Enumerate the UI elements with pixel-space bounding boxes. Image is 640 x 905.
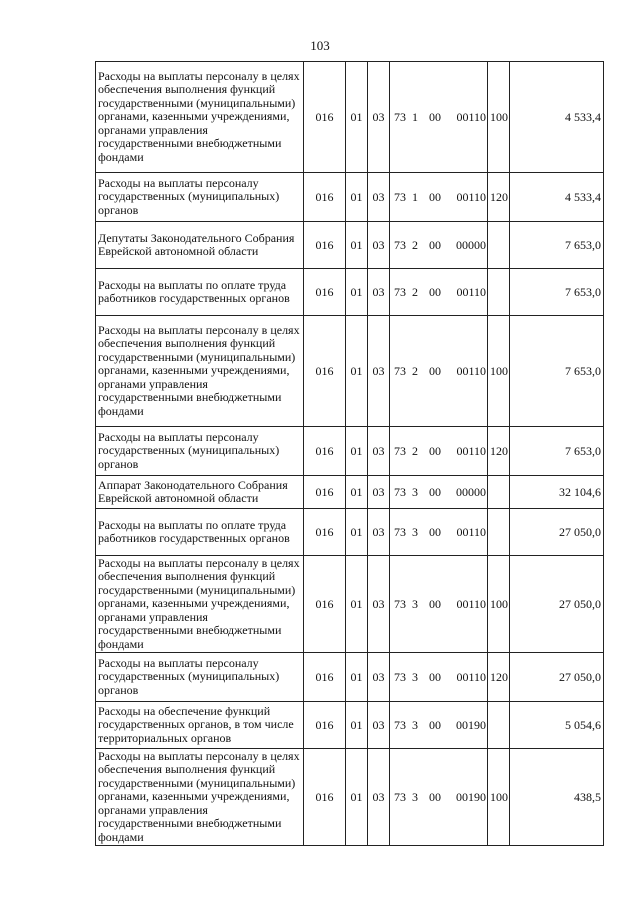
amount: 4 533,4 — [510, 173, 604, 222]
expense-name: Расходы на выплаты по оплате труда работников государственных органов — [96, 509, 304, 556]
table-row — [96, 476, 604, 509]
amount: 7 653,0 — [510, 427, 604, 476]
expense-name: Расходы на выплаты персоналу в целях обеспечения выполнения функций государственными (муниципальными) органами, казенными учреждениями, органами управления государственными внебюджетными фондами — [96, 556, 304, 653]
subprogram-code: 3 — [412, 789, 418, 804]
section-code: 01 — [346, 653, 368, 702]
ministry-code: 016 — [304, 62, 346, 173]
expense-type-code — [488, 476, 510, 509]
target-article-code — [390, 476, 488, 509]
expense-type-code: 100 — [488, 316, 510, 427]
section-code: 01 — [346, 509, 368, 556]
table-row — [96, 427, 604, 476]
subprogram-code: 2 — [412, 237, 418, 252]
program-code: 73 — [394, 789, 406, 804]
table-row — [96, 749, 604, 846]
subsection-code: 03 — [368, 222, 390, 269]
expense-type-code: 120 — [488, 653, 510, 702]
program-code: 73 — [394, 596, 406, 611]
target-article-code — [390, 749, 488, 846]
ministry-code: 016 — [304, 173, 346, 222]
subsection-code: 03 — [368, 173, 390, 222]
subsection-code: 03 — [368, 269, 390, 316]
subprogram-code: 3 — [412, 717, 418, 732]
expense-type-code: 100 — [488, 749, 510, 846]
ministry-code: 016 — [304, 702, 346, 749]
target-article-code — [390, 62, 488, 173]
subsection-code: 03 — [368, 509, 390, 556]
program-code: 73 — [394, 237, 406, 252]
amount: 27 050,0 — [510, 653, 604, 702]
expense-type-code: 120 — [488, 427, 510, 476]
direction-code: 00110 — [456, 443, 486, 458]
program-code: 73 — [394, 284, 406, 299]
subprogram-code: 3 — [412, 596, 418, 611]
measure-code: 00 — [429, 443, 441, 458]
section-code: 01 — [346, 316, 368, 427]
measure-code: 00 — [429, 363, 441, 378]
ministry-code: 016 — [304, 269, 346, 316]
subprogram-code: 1 — [412, 189, 418, 204]
subprogram-code: 3 — [412, 524, 418, 539]
target-article-code — [390, 269, 488, 316]
table-row — [96, 62, 604, 173]
expense-name: Расходы на выплаты персоналу в целях обеспечения выполнения функций государственными (муниципальными) органами, казенными учреждениями, органами управления государственными внебюджетными фондами — [96, 749, 304, 846]
measure-code: 00 — [429, 284, 441, 299]
ministry-code: 016 — [304, 476, 346, 509]
table-row — [96, 702, 604, 749]
amount: 7 653,0 — [510, 269, 604, 316]
measure-code: 00 — [429, 189, 441, 204]
program-code: 73 — [394, 717, 406, 732]
section-code: 01 — [346, 749, 368, 846]
direction-code: 00190 — [456, 717, 486, 732]
section-code: 01 — [346, 269, 368, 316]
expense-name: Расходы на выплаты персоналу государственных (муниципальных) органов — [96, 653, 304, 702]
expense-type-code: 100 — [488, 556, 510, 653]
expense-type-code — [488, 702, 510, 749]
subsection-code: 03 — [368, 476, 390, 509]
direction-code: 00000 — [456, 484, 486, 499]
measure-code: 00 — [429, 717, 441, 732]
subsection-code: 03 — [368, 556, 390, 653]
ministry-code: 016 — [304, 653, 346, 702]
section-code: 01 — [346, 556, 368, 653]
direction-code: 00000 — [456, 237, 486, 252]
subprogram-code: 2 — [412, 363, 418, 378]
measure-code: 00 — [429, 596, 441, 611]
expense-type-code — [488, 509, 510, 556]
subprogram-code: 1 — [412, 109, 418, 124]
target-article-code — [390, 316, 488, 427]
target-article-code — [390, 222, 488, 269]
expense-type-code: 100 — [488, 62, 510, 173]
subsection-code: 03 — [368, 427, 390, 476]
page-number: 103 — [310, 38, 330, 53]
amount: 4 533,4 — [510, 62, 604, 173]
measure-code: 00 — [429, 484, 441, 499]
ministry-code: 016 — [304, 509, 346, 556]
subprogram-code: 2 — [412, 443, 418, 458]
subprogram-code: 3 — [412, 484, 418, 499]
table-row — [96, 222, 604, 269]
table-row — [96, 509, 604, 556]
subprogram-code: 2 — [412, 284, 418, 299]
amount: 7 653,0 — [510, 316, 604, 427]
expense-name: Расходы на выплаты персоналу в целях обеспечения выполнения функций государственными (муниципальными) органами, казенными учреждениями, органами управления государственными внебюджетными фондами — [96, 316, 304, 427]
section-code: 01 — [346, 476, 368, 509]
program-code: 73 — [394, 484, 406, 499]
budget-table — [95, 61, 604, 846]
section-code: 01 — [346, 222, 368, 269]
amount: 32 104,6 — [510, 476, 604, 509]
subprogram-code: 3 — [412, 669, 418, 684]
target-article-code — [390, 509, 488, 556]
ministry-code: 016 — [304, 749, 346, 846]
expense-name: Расходы на выплаты персоналу в целях обеспечения выполнения функций государственными (муниципальными) органами, казенными учреждениями, органами управления государственными внебюджетными фондами — [96, 62, 304, 173]
subsection-code: 03 — [368, 653, 390, 702]
ministry-code: 016 — [304, 427, 346, 476]
program-code: 73 — [394, 109, 406, 124]
direction-code: 00190 — [456, 789, 486, 804]
amount: 5 054,6 — [510, 702, 604, 749]
expense-name: Аппарат Законодательного Собрания Еврейской автономной области — [96, 476, 304, 509]
section-code: 01 — [346, 173, 368, 222]
program-code: 73 — [394, 363, 406, 378]
measure-code: 00 — [429, 109, 441, 124]
table-row — [96, 316, 604, 427]
ministry-code: 016 — [304, 556, 346, 653]
direction-code: 00110 — [456, 363, 486, 378]
program-code: 73 — [394, 189, 406, 204]
direction-code: 00110 — [456, 596, 486, 611]
amount: 438,5 — [510, 749, 604, 846]
target-article-code — [390, 556, 488, 653]
measure-code: 00 — [429, 524, 441, 539]
table-row — [96, 653, 604, 702]
expense-name: Расходы на выплаты по оплате труда работников государственных органов — [96, 269, 304, 316]
section-code: 01 — [346, 702, 368, 749]
direction-code: 00110 — [456, 669, 486, 684]
target-article-code — [390, 427, 488, 476]
direction-code: 00110 — [456, 189, 486, 204]
program-code: 73 — [394, 443, 406, 458]
target-article-code — [390, 653, 488, 702]
direction-code: 00110 — [456, 284, 486, 299]
direction-code: 00110 — [456, 109, 486, 124]
direction-code: 00110 — [456, 524, 486, 539]
section-code: 01 — [346, 427, 368, 476]
expense-name: Расходы на обеспечение функций государственных органов, в том числе территориальных органов — [96, 702, 304, 749]
ministry-code: 016 — [304, 316, 346, 427]
subsection-code: 03 — [368, 749, 390, 846]
target-article-code — [390, 702, 488, 749]
table-row — [96, 173, 604, 222]
measure-code: 00 — [429, 237, 441, 252]
measure-code: 00 — [429, 789, 441, 804]
subsection-code: 03 — [368, 62, 390, 173]
amount: 27 050,0 — [510, 556, 604, 653]
subsection-code: 03 — [368, 316, 390, 427]
target-article-code — [390, 173, 488, 222]
table-row — [96, 556, 604, 653]
amount: 7 653,0 — [510, 222, 604, 269]
expense-name: Расходы на выплаты персоналу государственных (муниципальных) органов — [96, 427, 304, 476]
expense-name: Депутаты Законодательного Собрания Еврейской автономной области — [96, 222, 304, 269]
table-row — [96, 269, 604, 316]
program-code: 73 — [394, 524, 406, 539]
section-code: 01 — [346, 62, 368, 173]
ministry-code: 016 — [304, 222, 346, 269]
measure-code: 00 — [429, 669, 441, 684]
subsection-code: 03 — [368, 702, 390, 749]
expense-type-code — [488, 269, 510, 316]
expense-type-code: 120 — [488, 173, 510, 222]
amount: 27 050,0 — [510, 509, 604, 556]
expense-name: Расходы на выплаты персоналу государственных (муниципальных) органов — [96, 173, 304, 222]
program-code: 73 — [394, 669, 406, 684]
expense-type-code — [488, 222, 510, 269]
